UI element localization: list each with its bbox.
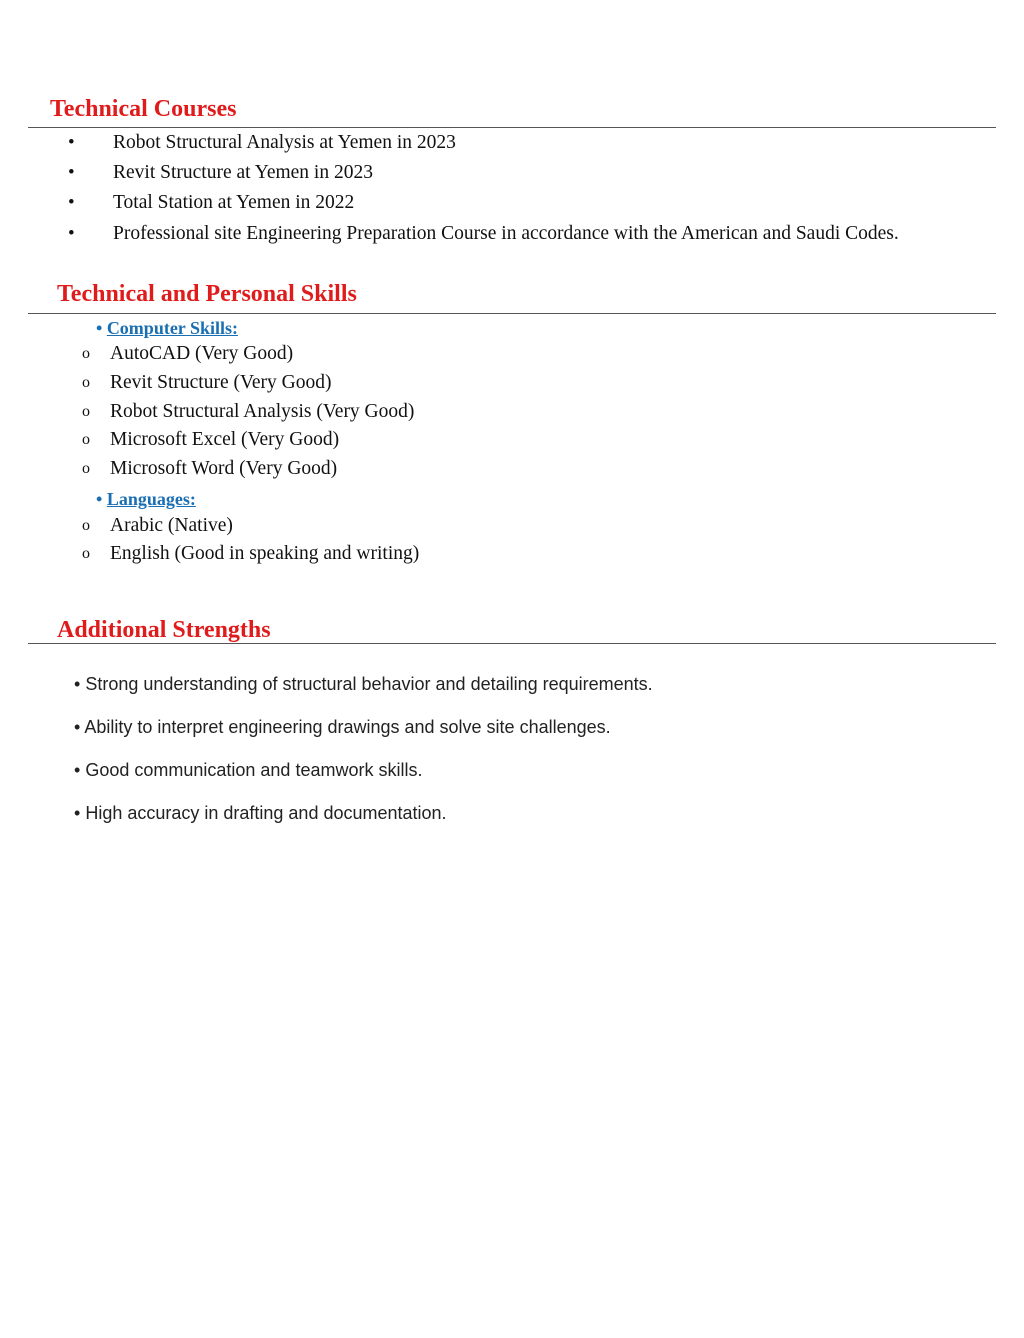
skill-text: Robot Structural Analysis (Very Good) <box>110 401 415 422</box>
language-text: English (Good in speaking and writing) <box>110 543 420 564</box>
course-text: Robot Structural Analysis at Yemen in 2023 <box>113 132 456 153</box>
section-title-technical-courses: Technical Courses <box>50 96 237 122</box>
list-item <box>74 715 611 739</box>
bullet-icon: • <box>68 192 75 213</box>
computer-skills-label: Computer Skills: <box>106 318 238 338</box>
course-text: Total Station at Yemen in 2022 <box>113 192 355 213</box>
list-item <box>74 801 447 825</box>
course-text: Professional site Engineering Preparation Course in accordance with the American and Saudi Codes. <box>113 223 899 244</box>
section-divider <box>28 643 996 644</box>
skill-text: Revit Structure (Very Good) <box>110 372 332 393</box>
skill-text: Microsoft Excel (Very Good) <box>110 429 340 450</box>
section-divider <box>28 313 996 314</box>
strength-text: Strong understanding of structural behavior and detailing requirements. <box>85 674 653 694</box>
circle-bullet-icon: o <box>82 374 90 391</box>
circle-bullet-icon: o <box>82 431 90 448</box>
bullet-icon: • <box>96 489 103 509</box>
bullet-icon: • <box>74 803 81 823</box>
circle-bullet-icon: o <box>82 517 90 534</box>
section-divider <box>28 127 996 128</box>
bullet-icon: • <box>74 674 81 694</box>
bullet-icon: • <box>74 717 81 737</box>
bullet-icon: • <box>96 318 103 338</box>
language-text: Arabic (Native) <box>110 515 233 536</box>
circle-bullet-icon: o <box>82 345 90 362</box>
list-item <box>74 672 653 696</box>
circle-bullet-icon: o <box>82 460 90 477</box>
bullet-icon: • <box>74 760 81 780</box>
computer-skills-heading <box>96 317 238 339</box>
section-title-skills: Technical and Personal Skills <box>57 281 357 307</box>
strength-text: Ability to interpret engineering drawings and solve site challenges. <box>84 717 611 737</box>
circle-bullet-icon: o <box>82 545 90 562</box>
section-title-additional-strengths: Additional Strengths <box>57 617 271 643</box>
skill-text: AutoCAD (Very Good) <box>110 343 294 364</box>
languages-heading <box>96 488 196 510</box>
bullet-icon: • <box>68 132 75 153</box>
list-item <box>74 758 422 782</box>
skill-text: Microsoft Word (Very Good) <box>110 458 338 479</box>
strength-text: Good communication and teamwork skills. <box>85 760 423 780</box>
bullet-icon: • <box>68 162 75 183</box>
course-text: Revit Structure at Yemen in 2023 <box>113 162 373 183</box>
bullet-icon: • <box>68 223 75 244</box>
strength-text: High accuracy in drafting and documentation. <box>85 803 447 823</box>
circle-bullet-icon: o <box>82 403 90 420</box>
languages-label: Languages: <box>106 489 196 509</box>
